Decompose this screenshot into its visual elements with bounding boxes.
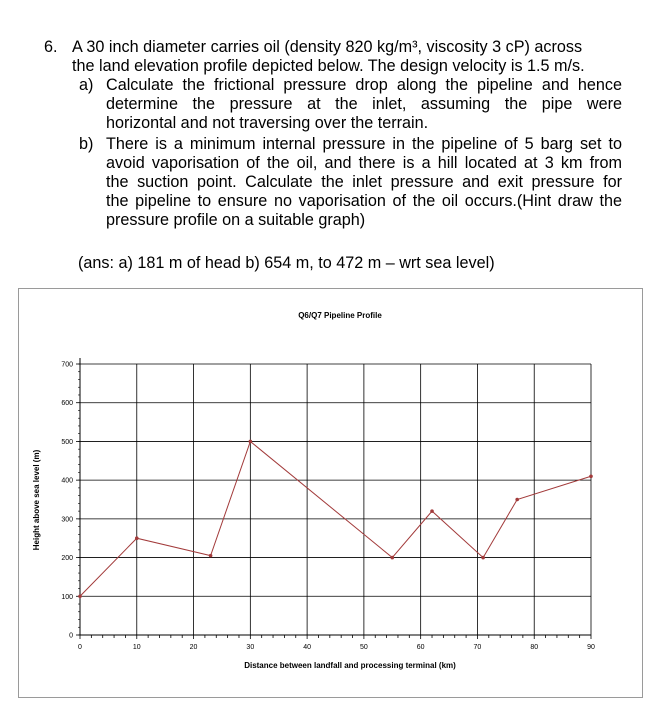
part-a-label: a) <box>79 76 94 94</box>
part-b-line-5: pressure profile on a suitable graph) <box>106 211 366 229</box>
part-a-line-3: horizontal and not traversing over the terrain. <box>106 114 429 132</box>
x-tick-label: 40 <box>303 644 312 651</box>
x-tick-label: 80 <box>530 644 539 651</box>
x-tick-label: 0 <box>78 644 82 651</box>
data-point <box>589 474 593 478</box>
data-point <box>515 498 519 502</box>
part-b-line-2: avoid vaporisation of the oil, and there is a hill located at 3 km from <box>106 154 622 172</box>
part-a-line-2: determine the pressure at the inlet, assuming the pipe were <box>106 95 622 113</box>
data-point <box>135 536 139 540</box>
x-tick-label: 90 <box>587 644 595 651</box>
part-b-line-1: There is a minimum internal pressure in the pipeline of 5 barg set to <box>106 135 622 153</box>
chart-title: Q6/Q7 Pipeline Profile <box>298 311 382 320</box>
y-tick-label: 0 <box>69 632 73 640</box>
x-tick-label: 50 <box>359 644 368 651</box>
data-point <box>78 594 82 598</box>
part-b-line-4: the pipeline to ensure no vaporisation of the oil occurs.(Hint draw the <box>106 192 622 210</box>
question-number: 6. <box>44 38 58 56</box>
x-tick-label: 60 <box>416 644 425 651</box>
y-tick-label: 300 <box>61 516 73 524</box>
x-tick-label: 30 <box>246 644 255 651</box>
x-tick-label: 20 <box>189 644 198 651</box>
y-tick-label: 700 <box>61 361 73 369</box>
pipeline-profile-chart <box>18 288 643 698</box>
data-point <box>430 509 434 513</box>
y-tick-label: 200 <box>61 555 73 563</box>
data-point <box>209 554 213 558</box>
x-tick-label: 70 <box>473 644 482 651</box>
part-b-label: b) <box>79 135 94 153</box>
y-tick-label: 500 <box>61 438 73 446</box>
y-tick-label: 600 <box>61 400 73 408</box>
question-line-2: the land elevation profile depicted below. The design velocity is 1.5 m/s. <box>72 57 585 75</box>
x-axis-title: Distance between landfall and processing terminal (km) <box>244 661 456 670</box>
data-point <box>481 556 485 560</box>
answer-line: (ans: a) 181 m of head b) 654 m, to 472 m – wrt sea level) <box>78 254 495 272</box>
data-point <box>249 440 253 444</box>
part-b-line-3: the suction point. Calculate the inlet pressure and exit pressure for <box>106 173 622 191</box>
y-axis-title: Height above sea level (m) <box>32 449 41 551</box>
y-tick-label: 100 <box>61 593 73 601</box>
y-tick-label: 400 <box>61 477 73 485</box>
part-a-line-1: Calculate the frictional pressure drop along the pipeline and hence <box>106 76 622 94</box>
question-line-1: A 30 inch diameter carries oil (density 820 kg/m³, viscosity 3 cP) across <box>72 38 583 56</box>
x-tick-label: 10 <box>132 644 141 651</box>
data-point <box>390 556 394 560</box>
